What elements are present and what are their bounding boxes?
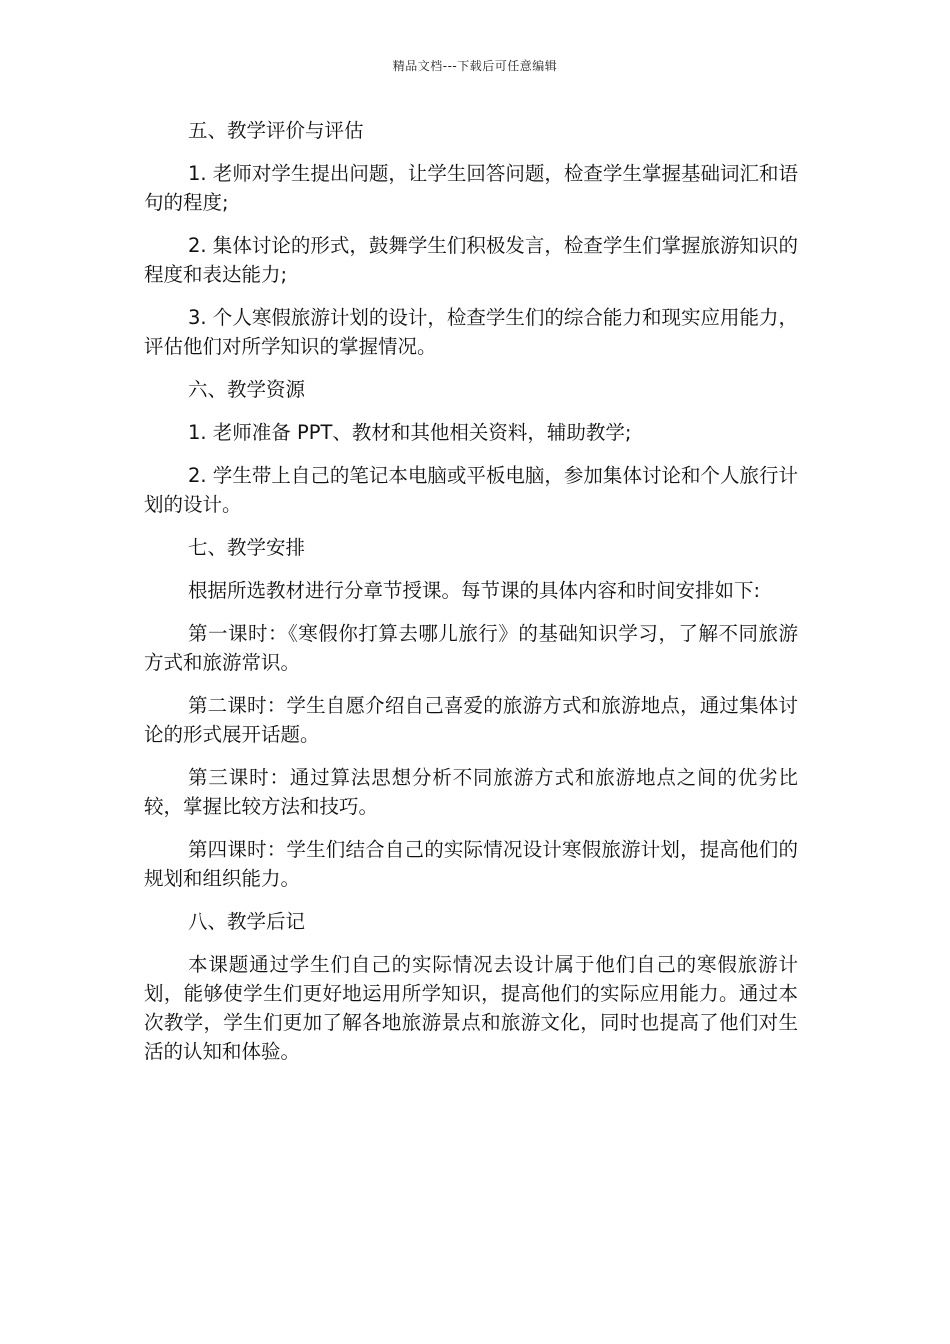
resources-item-2: 2. 学生带上自己的笔记本电脑或平板电脑，参加集体讨论和个人旅行计划的设计。: [144, 464, 798, 516]
resources-item-1: 1. 老师准备 PPT、教材和其他相关资料，辅助教学;: [188, 421, 632, 444]
schedule-lesson-3: 第三课时：通过算法思想分析不同旅游方式和旅游地点之间的优劣比较，掌握比较方法和技巧。: [144, 766, 798, 818]
section-heading-evaluation: 五、教学评价与评估: [188, 119, 364, 142]
evaluation-item-2: 2. 集体讨论的形式，鼓舞学生们积极发言，检查学生们掌握旅游知识的程度和表达能力;: [144, 234, 798, 286]
document-header-note: 精品文档---下载后可任意编辑: [392, 59, 558, 73]
document-body: [144, 116, 798, 1080]
section-heading-schedule: 七、教学安排: [188, 536, 306, 559]
schedule-intro: 根据所选教材进行分章节授课。每节课的具体内容和时间安排如下:: [188, 579, 761, 602]
section-heading-postscript: 八、教学后记: [188, 910, 306, 933]
postscript-text: 本课题通过学生们自己的实际情况去设计属于他们自己的寒假旅游计划，能够使学生们更好地运用所学知识，提高他们的实际应用能力。通过本次教学，学生们更加了解各地旅游景点和旅游文化，同时也提高了他们对生活的认知和体验。: [144, 953, 798, 1063]
evaluation-item-1: 1. 老师对学生提出问题，让学生回答问题，检查学生掌握基础词汇和语句的程度;: [144, 162, 798, 214]
schedule-lesson-4: 第四课时：学生们结合自己的实际情况设计寒假旅游计划，提高他们的规划和组织能力。: [144, 838, 798, 890]
schedule-lesson-2: 第二课时：学生自愿介绍自己喜爱的旅游方式和旅游地点，通过集体讨论的形式展开话题。: [144, 694, 798, 746]
evaluation-item-3: 3. 个人寒假旅游计划的设计，检查学生们的综合能力和现实应用能力，评估他们对所学知识的掌握情况。: [144, 306, 798, 358]
section-heading-resources: 六、教学资源: [188, 378, 306, 401]
schedule-lesson-1: 第一课时：《寒假你打算去哪儿旅行》的基础知识学习，了解不同旅游方式和旅游常识。: [144, 622, 798, 674]
